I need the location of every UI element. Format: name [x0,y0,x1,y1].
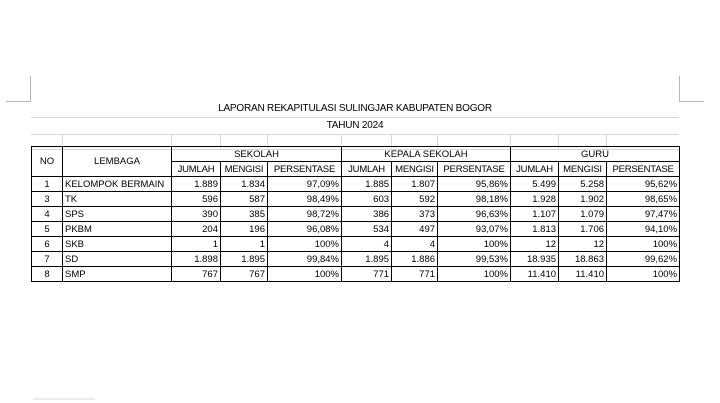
header-sub-persentase: PERSENTASE [438,162,511,177]
table-row [32,267,680,282]
header-group-sekolah: SEKOLAH [172,147,342,162]
row-number-cell: 7 [32,252,63,267]
mengisi-cell: 196 [221,222,268,237]
jumlah-cell: 1.895 [342,252,392,267]
page-margin-corner-right [679,101,704,102]
header-no: NO [32,147,63,177]
table-body [32,177,680,282]
mengisi-cell: 1.807 [392,177,438,192]
lembaga-cell: SPS [63,207,172,222]
persentase-cell: 99,53% [438,252,511,267]
mengisi-cell: 1.834 [221,177,268,192]
lembaga-cell: PKBM [63,222,172,237]
jumlah-cell: 1.928 [511,192,559,207]
header-sub-mengisi: MENGISI [392,162,438,177]
persentase-cell: 95,62% [607,177,680,192]
header-sub-persentase: PERSENTASE [268,162,342,177]
mengisi-cell: 4 [392,237,438,252]
persentase-cell: 98,49% [268,192,342,207]
jumlah-cell: 12 [511,237,559,252]
mengisi-cell: 767 [221,267,268,282]
header-sub-persentase: PERSENTASE [607,162,680,177]
persentase-cell: 98,65% [607,192,680,207]
persentase-cell: 96,08% [268,222,342,237]
persentase-cell: 97,09% [268,177,342,192]
report-year: TAHUN 2024 [326,120,384,131]
table-row [32,207,680,222]
mengisi-cell: 497 [392,222,438,237]
jumlah-cell: 603 [342,192,392,207]
jumlah-cell: 1 [172,237,221,252]
mengisi-cell: 385 [221,207,268,222]
mengisi-cell: 11.410 [559,267,607,282]
mengisi-cell: 373 [392,207,438,222]
jumlah-cell: 771 [342,267,392,282]
page-margin-corner-left [6,101,31,102]
jumlah-cell: 534 [342,222,392,237]
table-row [32,237,680,252]
table-row [32,192,680,207]
jumlah-cell: 204 [172,222,221,237]
row-number-cell: 3 [32,192,63,207]
persentase-cell: 99,84% [268,252,342,267]
mengisi-cell: 12 [559,237,607,252]
mengisi-cell: 18.863 [559,252,607,267]
header-row-groups [32,147,680,162]
jumlah-cell: 1.107 [511,207,559,222]
persentase-cell: 98,72% [268,207,342,222]
persentase-cell: 100% [607,267,680,282]
table-row [32,222,680,237]
jumlah-cell: 767 [172,267,221,282]
mengisi-cell: 1.886 [392,252,438,267]
table-row [32,252,680,267]
lembaga-cell: SD [63,252,172,267]
header-sub-jumlah: JUMLAH [342,162,392,177]
mengisi-cell: 1.079 [559,207,607,222]
row-number-cell: 1 [32,177,63,192]
jumlah-cell: 596 [172,192,221,207]
header-group-guru: GURU [511,147,680,162]
page-footer-trace [33,398,95,400]
page-margin-corner-right-vertical [679,76,680,101]
header-sub-mengisi: MENGISI [559,162,607,177]
mengisi-cell: 5.258 [559,177,607,192]
jumlah-cell: 18.935 [511,252,559,267]
persentase-cell: 94,10% [607,222,680,237]
lembaga-cell: SMP [63,267,172,282]
mengisi-cell: 587 [221,192,268,207]
header-sub-mengisi: MENGISI [221,162,268,177]
mengisi-cell: 1.895 [221,252,268,267]
jumlah-cell: 11.410 [511,267,559,282]
persentase-cell: 100% [438,267,511,282]
lembaga-cell: TK [63,192,172,207]
persentase-cell: 96,63% [438,207,511,222]
header-group-kepala-sekolah: KEPALA SEKOLAH [342,147,511,162]
title-row-1 [31,101,679,118]
persentase-cell: 100% [438,237,511,252]
mengisi-cell: 592 [392,192,438,207]
table-row [32,177,680,192]
jumlah-cell: 1.898 [172,252,221,267]
row-number-cell: 4 [32,207,63,222]
persentase-cell: 95,86% [438,177,511,192]
persentase-cell: 100% [607,237,680,252]
lembaga-cell: SKB [63,237,172,252]
report-title: LAPORAN REKAPITULASI SULINGJAR KABUPATEN BOGOR [218,103,492,114]
persentase-cell: 98,18% [438,192,511,207]
jumlah-cell: 4 [342,237,392,252]
page-margin-corner-left-vertical [30,76,31,101]
lembaga-cell: KELOMPOK BERMAIN [63,177,172,192]
header-sub-jumlah: JUMLAH [511,162,559,177]
jumlah-cell: 5.499 [511,177,559,192]
recap-table [31,146,680,282]
jumlah-cell: 386 [342,207,392,222]
mengisi-cell: 1.706 [559,222,607,237]
report-title-area [31,101,679,150]
mengisi-cell: 771 [392,267,438,282]
jumlah-cell: 390 [172,207,221,222]
row-number-cell: 6 [32,237,63,252]
header-sub-jumlah: JUMLAH [172,162,221,177]
title-row-2 [31,118,679,135]
persentase-cell: 100% [268,267,342,282]
mengisi-cell: 1.902 [559,192,607,207]
persentase-cell: 100% [268,237,342,252]
jumlah-cell: 1.885 [342,177,392,192]
row-number-cell: 5 [32,222,63,237]
persentase-cell: 97,47% [607,207,680,222]
row-number-cell: 8 [32,267,63,282]
jumlah-cell: 1.889 [172,177,221,192]
persentase-cell: 99,62% [607,252,680,267]
jumlah-cell: 1.813 [511,222,559,237]
mengisi-cell: 1 [221,237,268,252]
persentase-cell: 93,07% [438,222,511,237]
header-lembaga: LEMBAGA [63,147,172,177]
